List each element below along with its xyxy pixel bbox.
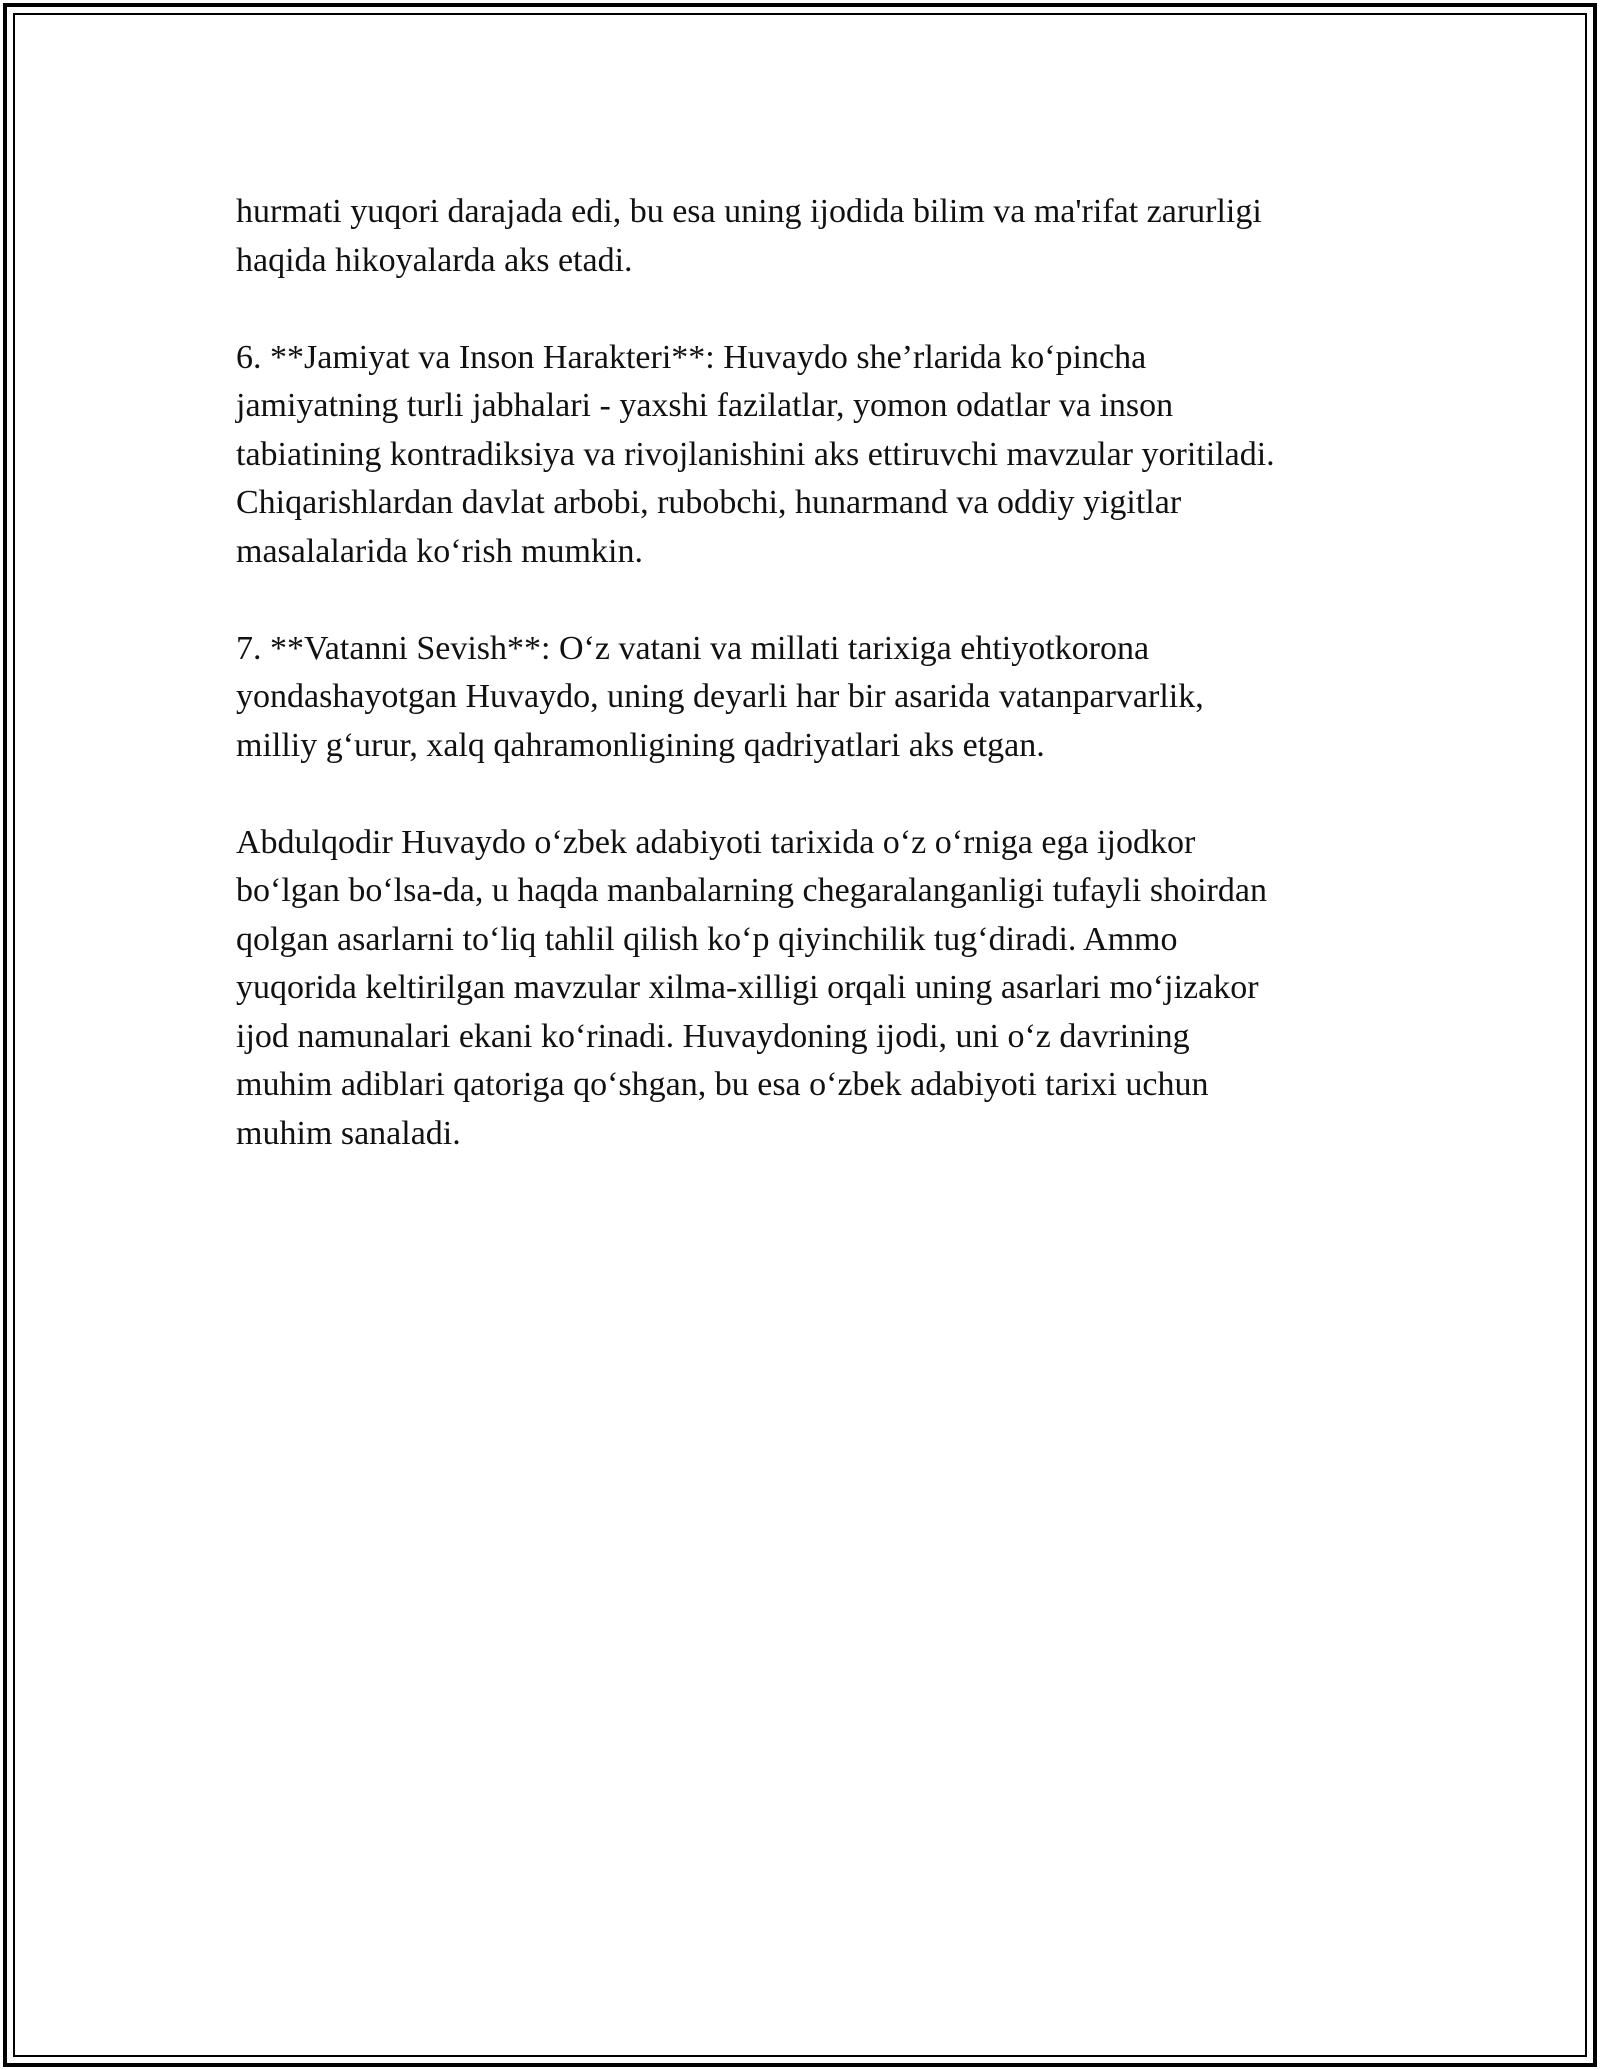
paragraph-conclusion: Abdulqodir Huvaydo o‘zbek adabiyoti tarixida o‘z o‘rniga ega ijodkor bo‘lgan bo‘lsa-da, u haqda manbalarning chegaralanganligi tufayli shoirdan qolgan asarlarni to‘liq tahlil qilish ko‘p qiyinchilik tug‘diradi. Ammo yuqorida keltirilgan mavzular xilma-xilligi orqali uning asarlari mo‘jizakor ijod namunalari ekani ko‘rinadi. Huvaydoning ijodi, uni o‘z davrining muhim adiblari qatoriga qo‘shgan, bu esa o‘zbek adabiyoti tarixi uchun muhim sanaladi.: [236, 823, 1267, 1152]
paragraph-item-6: 6. **Jamiyat va Inson Harakteri**: Huvaydo she’rlarida ko‘pincha jamiyatning turli jabhalari - yaxshi fazilatlar, yomon odatlar va inson tabiatining kontradiksiya va rivojlanishini aks ettiruvchi mavzular yoritiladi. Chiqarishlardan davlat arbobi, rubobchi, hunarmand va oddiy yigitlar masalalarida ko‘rish mumkin.: [236, 338, 1275, 570]
document-body: [236, 188, 1376, 1207]
paragraph-continuation: hurmati yuqori darajada edi, bu esa uning ijodida bilim va ma'rifat zarurligi haqida hikoyalarda aks etadi.: [236, 193, 1262, 279]
paragraph-item-7: 7. **Vatanni Sevish**: O‘z vatani va millati tarixiga ehtiyotkorona yondashayotgan Huvaydo, uning deyarli har bir asarida vatanparvarlik, milliy g‘urur, xalq qahramonligining qadriyatlari aks etgan.: [236, 629, 1204, 764]
